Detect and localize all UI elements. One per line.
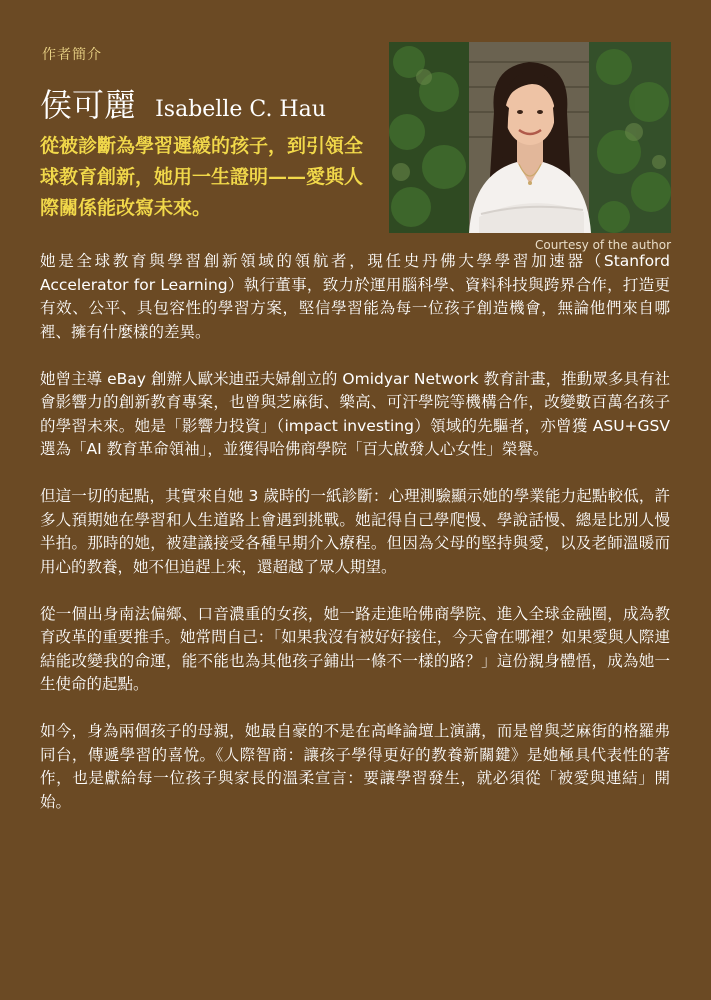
bio-paragraph: 她曾主導 eBay 創辦人歐米迪亞夫婦創立的 Omidyar Network 教育計畫，推動眾多具有社會影響力的創新教育專案，也曾與芝麻街、樂高、可汗學院等機構合作，改變數百萬名孩子的學習未來。她是「影響力投資」（impact investing）領域的先驅者，亦曾獲 ASU+GSV 選為「AI 教育革命領袖」，並獲得哈佛商學院「百大啟發人心女性」榮譽。 [40, 369, 670, 458]
author-name-chinese: 侯可麗 [40, 86, 137, 124]
section-label: 作者簡介 [42, 47, 102, 63]
tagline: 從被診斷為學習遲緩的孩子，到引領全球教育創新，她用一生證明——愛與人際關係能改寫未來。 [40, 135, 364, 219]
biography-body [40, 250, 670, 838]
author-photo [389, 42, 671, 233]
bio-paragraph: 但這一切的起點，其實來自她 3 歲時的一紙診斷：心理測驗顯示她的學業能力起點較低，許多人預期她在學習和人生道路上會遇到挑戰。她記得自己學爬慢、學說話慢、總是比別人慢半拍。那時的她，被建議接受各種早期介入療程。但因為父母的堅持與愛，以及老師溫暖而用心的教養，她不但追趕上來，還超越了眾人期望。 [40, 487, 670, 576]
author-name-english: Isabelle C. Hau [155, 97, 326, 122]
bio-paragraph: 從一個出身南法偏鄉、口音濃重的女孩，她一路走進哈佛商學院、進入全球金融圈，成為教育改革的重要推手。她常問自己：「如果我沒有被好好接住，今天會在哪裡？如果愛與人際連結能改變我的命運，能不能也為其他孩子鋪出一條不一樣的路？」這份親身體悟，成為她一生使命的起點。 [40, 604, 670, 693]
bio-paragraph: 如今，身為兩個孩子的母親，她最自豪的不是在高峰論壇上演講，而是曾與芝麻街的格羅弗同台，傳遞學習的喜悅。《人際智商：讓孩子學得更好的教養新關鍵》是她極具代表性的著作，也是獻給每一位孩子與家長的溫柔宣言：要讓學習發生，就必須從「被愛與連結」開始。 [40, 722, 670, 811]
author-name [40, 80, 326, 126]
photo-caption: Courtesy of the author [535, 238, 671, 252]
bio-paragraph: 她是全球教育與學習創新領域的領航者，現任史丹佛大學學習加速器（Stanford Accelerator for Learning）執行董事，致力於運用腦科學、資料科技與跨界合作，打造更有效、公平、具包容性的學習方案，堅信學習能為每一位孩子創造機會，無論他們來自哪裡、擁有什麼樣的差異。 [40, 252, 670, 341]
